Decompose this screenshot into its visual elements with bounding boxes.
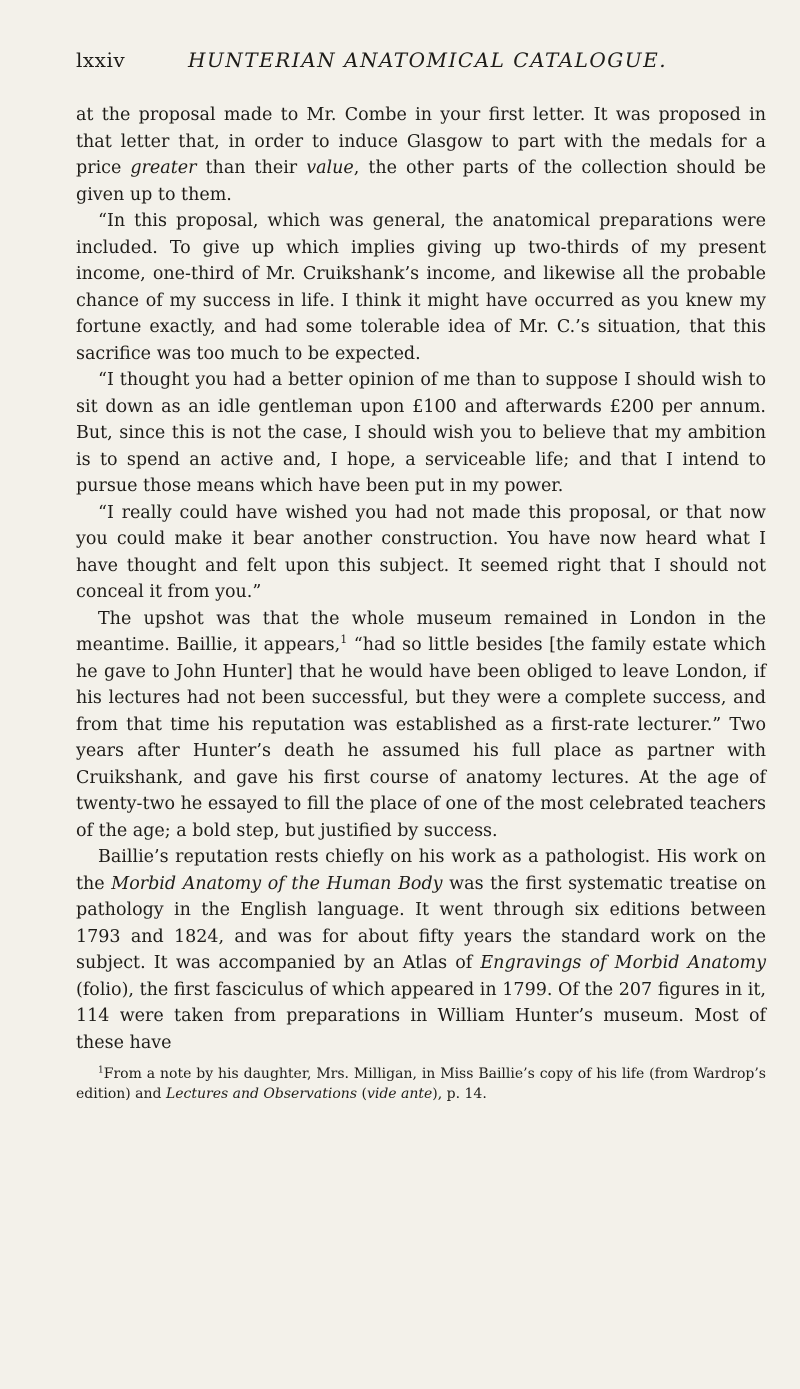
paragraph-5: The upshot was that the whole museum remained in London in the meantime. Baillie, it appears,$^1$ “had so little besides [the family estate which he gave to John Hunter] that he would have been obliged to leave London, if his lectures had not been successful, but they were a complete success, and from that time his reputation was established as a first-rate lecturer.” Two years after Hunter’s death he assumed his full place as partner with Cruikshank, and gave his first course of anatomy lectures. At the age of twenty-two he essayed to fill the place of one of the most celebrated teachers of the age; a bold step, but justified by success. xyxy=(76,608,766,841)
footnote: $^1$From a note by his daughter, Mrs. Milligan, in Miss Baillie’s copy of his life (from Wardrop’s edition) and Lectures and Observations (vide ante), p. 14. xyxy=(76,1065,766,1102)
paragraph-1: at the proposal made to Mr. Combe in your first letter. It was proposed in that letter that, in order to induce Glasgow to part with the medals for a price greater than their value, the other parts of the collection should be given up to them. xyxy=(76,105,766,205)
footnote-vide-ante: vide ante xyxy=(366,1086,433,1102)
footnote-reference: 1 xyxy=(340,633,348,647)
paragraph-4: “I really could have wished you had not made this proposal, or that now you could make it bear another construction. You have now heard what I have thought and felt upon this subject. It seemed right that I should not conceal it from you.” xyxy=(76,502,766,602)
emphasis-value: value xyxy=(306,158,354,178)
title-engravings: Engravings of Morbid Anatomy xyxy=(480,953,766,973)
paragraph-2: “In this proposal, which was general, the anatomical preparations were included. To give up which implies giving up two-thirds of my present income, one-third of Mr. Cruikshank’s income, and likewise all the probable chance of my success in life. I think it might have occurred as you knew my fortune exactly, and had some tolerable idea of Mr. C.’s situation, that this sacrifice was too much to be expected. xyxy=(76,211,766,364)
paragraph-3: “I thought you had a better opinion of me than to suppose I should wish to sit down as an idle gentleman upon £100 and afterwards £200 per annum. But, since this is not the case, I should wish you to believe that my ambition is to spend an active and, I hope, a serviceable life; and that I intend to pursue those means which have been put in my power. xyxy=(76,370,766,496)
book-page xyxy=(76,48,766,1104)
page-number: lxxiv xyxy=(76,48,126,72)
emphasis-greater: greater xyxy=(130,158,197,178)
footnote-marker: 1 xyxy=(98,1065,104,1076)
title-morbid-anatomy: Morbid Anatomy of the Human Body xyxy=(111,873,443,894)
footnote-title: Lectures and Observations xyxy=(165,1086,358,1102)
body-text xyxy=(76,102,766,1056)
running-title: HUNTERIAN ANATOMICAL CATALOGUE. xyxy=(188,48,668,72)
paragraph-6: Baillie’s reputation rests chiefly on his work as a pathologist. His work on the Morbid Anatomy of the Human Body was the first systematic treatise on pathology in the English language. It went through six editions between 1793 and 1824, and was for about fifty years the standard work on the subject. It was accompanied by an Atlas of Engravings of Morbid Anatomy (folio), the first fasciculus of which appeared in 1799. Of the 207 figures in it, 114 were taken from preparations in William Hunter’s museum. Most of these have xyxy=(76,847,767,1053)
running-head xyxy=(76,48,766,82)
